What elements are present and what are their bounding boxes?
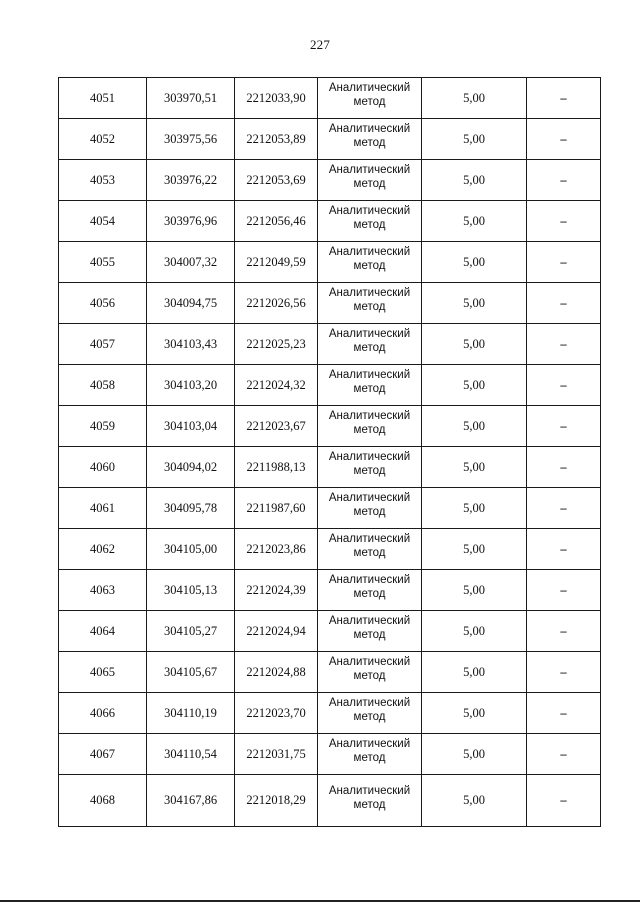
page-number: 227 [309,37,331,52]
y-coordinate-cell [235,488,318,529]
table-row [59,570,601,611]
y-coordinate-cell-text: 2212024,32 [246,377,306,392]
x-coordinate-cell-text: 304105,27 [163,623,218,638]
y-coordinate-cell-text: 2212024,94 [246,623,306,638]
method-cell-text: Аналитический метод [328,492,411,518]
table-row [59,488,601,529]
x-coordinate-cell-text: 304007,32 [163,254,218,269]
note-cell-text: – [560,418,567,433]
error-cell-text: 5,00 [463,254,485,269]
note-cell [527,775,601,827]
y-coordinate-cell [235,693,318,734]
error-cell [422,283,527,324]
method-cell-text: Аналитический метод [328,451,411,477]
point-number-cell-text: 4057 [90,336,115,351]
error-cell-text: 5,00 [463,664,485,679]
x-coordinate-cell [147,447,235,488]
y-coordinate-cell [235,775,318,827]
error-cell-text: 5,00 [463,541,485,556]
point-number-cell [59,78,147,119]
x-coordinate-cell-text: 303976,96 [163,213,218,228]
y-coordinate-cell [235,324,318,365]
error-cell [422,734,527,775]
error-cell [422,242,527,283]
y-coordinate-cell [235,242,318,283]
page-bottom-rule [0,900,640,902]
x-coordinate-cell [147,242,235,283]
method-cell-text: Аналитический метод [328,533,411,559]
note-cell [527,734,601,775]
point-number-cell [59,119,147,160]
method-cell-text: Аналитический метод [328,164,411,190]
note-cell [527,488,601,529]
point-number-cell-text: 4055 [90,254,115,269]
y-coordinate-cell-text: 2211988,13 [246,459,306,474]
error-cell [422,693,527,734]
table-row [59,447,601,488]
coordinates-table-body [59,78,601,827]
table-row [59,242,601,283]
method-cell [318,652,422,693]
x-coordinate-cell [147,78,235,119]
point-number-cell-text: 4060 [90,459,115,474]
x-coordinate-cell [147,693,235,734]
y-coordinate-cell [235,119,318,160]
method-cell-text: Аналитический метод [328,123,411,149]
y-coordinate-cell-text: 2211987,60 [246,500,306,515]
method-cell [318,734,422,775]
note-cell [527,570,601,611]
table-row [59,201,601,242]
y-coordinate-cell-text: 2212031,75 [246,746,306,761]
point-number-cell-text: 4068 [90,793,115,807]
point-number-cell-text: 4065 [90,664,115,679]
error-cell [422,406,527,447]
error-cell-text: 5,00 [463,705,485,720]
y-coordinate-cell [235,365,318,406]
note-cell [527,119,601,160]
point-number-cell-text: 4064 [90,623,115,638]
point-number-cell [59,160,147,201]
method-cell [318,119,422,160]
error-cell [422,201,527,242]
method-cell-text: Аналитический метод [328,738,411,764]
x-coordinate-cell-text: 304094,75 [163,295,218,310]
point-number-cell [59,693,147,734]
x-coordinate-cell [147,570,235,611]
point-number-cell [59,611,147,652]
point-number-cell-text: 4059 [90,418,115,433]
note-cell [527,611,601,652]
note-cell-text: – [560,90,567,105]
x-coordinate-cell [147,775,235,827]
note-cell-text: – [560,793,567,807]
x-coordinate-cell-text: 304105,00 [163,541,218,556]
table-row [59,734,601,775]
x-coordinate-cell [147,406,235,447]
y-coordinate-cell-text: 2212018,29 [246,793,306,807]
note-cell-text: – [560,746,567,761]
x-coordinate-cell-text: 304103,20 [163,377,218,392]
y-coordinate-cell-text: 2212024,88 [246,664,306,679]
x-coordinate-cell-text: 303976,22 [163,172,218,187]
point-number-cell [59,488,147,529]
x-coordinate-cell [147,734,235,775]
table-row [59,611,601,652]
x-coordinate-cell [147,201,235,242]
note-cell-text: – [560,705,567,720]
error-cell [422,611,527,652]
method-cell-text: Аналитический метод [328,369,411,395]
table-row [59,283,601,324]
error-cell-text: 5,00 [463,131,485,146]
point-number-cell-text: 4061 [90,500,115,515]
method-cell [318,488,422,529]
x-coordinate-cell [147,119,235,160]
error-cell-text: 5,00 [463,582,485,597]
y-coordinate-cell-text: 2212024,39 [246,582,306,597]
point-number-cell-text: 4052 [90,131,115,146]
x-coordinate-cell-text: 304094,02 [163,459,218,474]
x-coordinate-cell [147,611,235,652]
point-number-cell [59,775,147,827]
x-coordinate-cell [147,529,235,570]
table-row [59,529,601,570]
x-coordinate-cell-text: 303975,56 [163,131,218,146]
y-coordinate-cell [235,447,318,488]
note-cell [527,78,601,119]
note-cell [527,447,601,488]
method-cell-text: Аналитический метод [328,82,411,108]
x-coordinate-cell-text: 304105,67 [163,664,218,679]
method-cell [318,406,422,447]
y-coordinate-cell [235,406,318,447]
y-coordinate-cell-text: 2212049,59 [246,254,306,269]
x-coordinate-cell-text: 304095,78 [163,500,218,515]
x-coordinate-cell-text: 304110,19 [164,705,217,720]
x-coordinate-cell [147,160,235,201]
point-number-cell-text: 4058 [90,377,115,392]
point-number-cell [59,652,147,693]
y-coordinate-cell [235,652,318,693]
x-coordinate-cell [147,365,235,406]
error-cell [422,365,527,406]
error-cell-text: 5,00 [463,746,485,761]
point-number-cell [59,406,147,447]
y-coordinate-cell [235,201,318,242]
x-coordinate-cell [147,652,235,693]
error-cell [422,119,527,160]
error-cell [422,78,527,119]
y-coordinate-cell-text: 2212023,86 [246,541,306,556]
y-coordinate-cell-text: 2212023,70 [246,705,306,720]
note-cell [527,283,601,324]
note-cell [527,201,601,242]
method-cell-text: Аналитический метод [328,410,411,436]
method-cell [318,611,422,652]
point-number-cell [59,447,147,488]
method-cell [318,693,422,734]
x-coordinate-cell-text: 304167,86 [163,793,218,807]
note-cell-text: – [560,500,567,515]
y-coordinate-cell [235,611,318,652]
y-coordinate-cell-text: 2212056,46 [246,213,306,228]
y-coordinate-cell [235,283,318,324]
error-cell [422,160,527,201]
method-cell-text: Аналитический метод [328,656,411,682]
note-cell-text: – [560,336,567,351]
table-row [59,365,601,406]
note-cell-text: – [560,254,567,269]
note-cell-text: – [560,172,567,187]
point-number-cell [59,570,147,611]
method-cell [318,242,422,283]
coordinates-table [58,77,601,827]
error-cell-text: 5,00 [463,377,485,392]
error-cell-text: 5,00 [463,500,485,515]
x-coordinate-cell-text: 303970,51 [163,90,218,105]
method-cell-text: Аналитический метод [328,246,411,272]
error-cell [422,488,527,529]
error-cell [422,570,527,611]
note-cell-text: – [560,459,567,474]
method-cell-text: Аналитический метод [328,784,411,811]
table-row [59,652,601,693]
point-number-cell [59,283,147,324]
point-number-cell [59,324,147,365]
note-cell-text: – [560,213,567,228]
point-number-cell [59,242,147,283]
error-cell-text: 5,00 [463,459,485,474]
method-cell [318,78,422,119]
point-number-cell-text: 4056 [90,295,115,310]
point-number-cell-text: 4053 [90,172,115,187]
table-row [59,693,601,734]
table-row [59,160,601,201]
note-cell [527,693,601,734]
y-coordinate-cell-text: 2212026,56 [246,295,306,310]
method-cell [318,201,422,242]
error-cell-text: 5,00 [463,418,485,433]
x-coordinate-cell-text: 304110,54 [164,746,217,761]
method-cell [318,529,422,570]
table-row [59,324,601,365]
y-coordinate-cell-text: 2212023,67 [246,418,306,433]
point-number-cell [59,201,147,242]
note-cell-text: – [560,623,567,638]
method-cell [318,447,422,488]
method-cell-text: Аналитический метод [328,287,411,313]
method-cell-text: Аналитический метод [328,574,411,600]
note-cell-text: – [560,664,567,679]
y-coordinate-cell [235,160,318,201]
y-coordinate-cell-text: 2212053,89 [246,131,306,146]
error-cell-text: 5,00 [463,793,485,807]
point-number-cell-text: 4066 [90,705,115,720]
x-coordinate-cell-text: 304103,43 [163,336,218,351]
method-cell-text: Аналитический метод [328,615,411,641]
method-cell-text: Аналитический метод [328,328,411,354]
method-cell [318,570,422,611]
point-number-cell-text: 4062 [90,541,115,556]
method-cell [318,160,422,201]
point-number-cell-text: 4054 [90,213,115,228]
y-coordinate-cell-text: 2212033,90 [246,90,306,105]
table-row [59,78,601,119]
note-cell [527,242,601,283]
y-coordinate-cell [235,734,318,775]
point-number-cell [59,734,147,775]
error-cell-text: 5,00 [463,623,485,638]
note-cell [527,406,601,447]
note-cell-text: – [560,582,567,597]
error-cell-text: 5,00 [463,213,485,228]
point-number-cell [59,365,147,406]
method-cell-text: Аналитический метод [328,205,411,231]
error-cell [422,324,527,365]
point-number-cell-text: 4051 [90,90,115,105]
y-coordinate-cell-text: 2212025,23 [246,336,306,351]
method-cell [318,775,422,827]
error-cell-text: 5,00 [463,90,485,105]
note-cell [527,365,601,406]
table-row [59,406,601,447]
x-coordinate-cell-text: 304103,04 [163,418,218,433]
x-coordinate-cell [147,488,235,529]
note-cell [527,160,601,201]
y-coordinate-cell [235,529,318,570]
y-coordinate-cell-text: 2212053,69 [246,172,306,187]
error-cell-text: 5,00 [463,295,485,310]
note-cell-text: – [560,377,567,392]
method-cell [318,283,422,324]
error-cell [422,529,527,570]
error-cell [422,775,527,827]
x-coordinate-cell-text: 304105,13 [163,582,218,597]
table-row [59,119,601,160]
table-row [59,775,601,827]
note-cell-text: – [560,541,567,556]
y-coordinate-cell [235,78,318,119]
note-cell [527,652,601,693]
x-coordinate-cell [147,283,235,324]
note-cell [527,529,601,570]
method-cell-text: Аналитический метод [328,697,411,723]
y-coordinate-cell [235,570,318,611]
note-cell-text: – [560,295,567,310]
error-cell [422,652,527,693]
note-cell-text: – [560,131,567,146]
note-cell [527,324,601,365]
point-number-cell-text: 4067 [90,746,115,761]
method-cell [318,324,422,365]
method-cell [318,365,422,406]
x-coordinate-cell [147,324,235,365]
point-number-cell [59,529,147,570]
error-cell-text: 5,00 [463,336,485,351]
point-number-cell-text: 4063 [90,582,115,597]
error-cell [422,447,527,488]
error-cell-text: 5,00 [463,172,485,187]
